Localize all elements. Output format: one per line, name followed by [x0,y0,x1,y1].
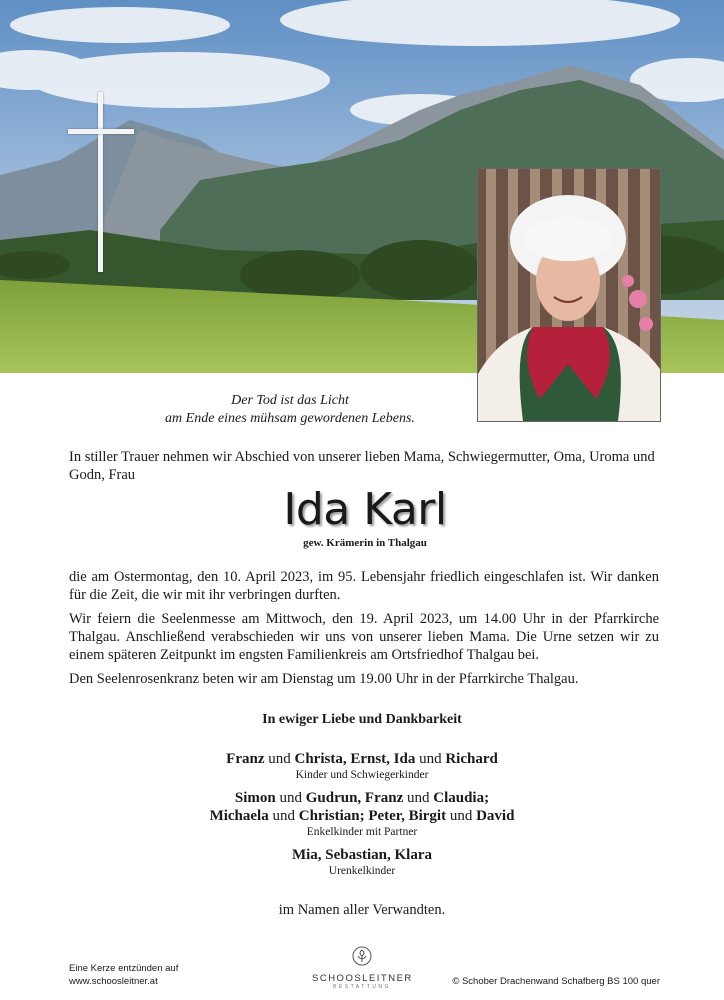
cross-icon [68,92,134,272]
brand-name: SCHOOSLEITNER [312,973,413,984]
photo-credit: © Schober Drachenwand Schafberg BS 100 quer [452,976,660,987]
family-relation: Kinder und Schwiegerkinder [295,769,429,781]
quote-line: Der Tod ist das Licht [231,393,349,408]
rosary-paragraph: Den Seelenrosenkranz beten wir am Dienstag um 19.00 Uhr in der Pfarrkirche Thalgau. [69,671,579,687]
family-relation: Urenkelkinder [328,865,396,877]
family-names: Franz und Christa, Ernst, Ida und Richard [226,751,498,767]
family-relation: Enkelkinder mit Partner [306,826,418,838]
candle-note [69,962,178,988]
quote-line: am Ende eines mühsam gewordenen Lebens. [165,411,415,426]
signoff-line: im Namen aller Verwandten. [278,902,446,918]
portrait-photo [477,168,661,422]
deceased-name: Ida Karl [283,484,447,535]
intro-text: In stiller Trauer nehmen wir Abschied von unserer lieben Mama, Schwiegermutter, Oma, Uroma und Godn, Frau [69,449,655,483]
memorial-quote [120,392,460,428]
family-group-children [100,750,624,782]
rose-logo-icon [352,946,372,966]
deceased-occupation: gew. Krämerin in Thalgau [303,537,427,549]
family-names: Simon und Gudrun, Franz und Claudia; [234,790,490,806]
family-group-great-grandchildren [100,846,624,878]
family-names: Michaela und Christian; Peter, Birgit und David [209,808,515,824]
family-names: Mia, Sebastian, Klara [291,847,432,863]
funeral-home-logo [312,946,412,990]
family-group-grandchildren [100,789,624,839]
candle-link[interactable]: www.schoosleitner.at [69,976,158,987]
funeral-mass-paragraph: Wir feiern die Seelenmesse am Mittwoch, den 19. April 2023, um 14.00 Uhr in der Pfarrkirche Thalgau. Anschließend verabschieden wir uns von unserer lieben Mama. Die Urne setzen wir zu einem späteren Zeitpunkt im engsten Familienkreis am Ortsfriedhof Thalgau bei. [69,611,659,663]
closing-line: In ewiger Liebe und Dankbarkeit [262,712,462,727]
candle-text: Eine Kerze entzünden auf [69,963,179,974]
brand-subtitle: BESTATTUNG [333,984,391,990]
death-notice-paragraph: die am Ostermontag, den 10. April 2023, im 95. Lebensjahr friedlich eingeschlafen ist. Wir danken für die Zeit, die wir mit ihr verbringen durften. [69,569,659,603]
